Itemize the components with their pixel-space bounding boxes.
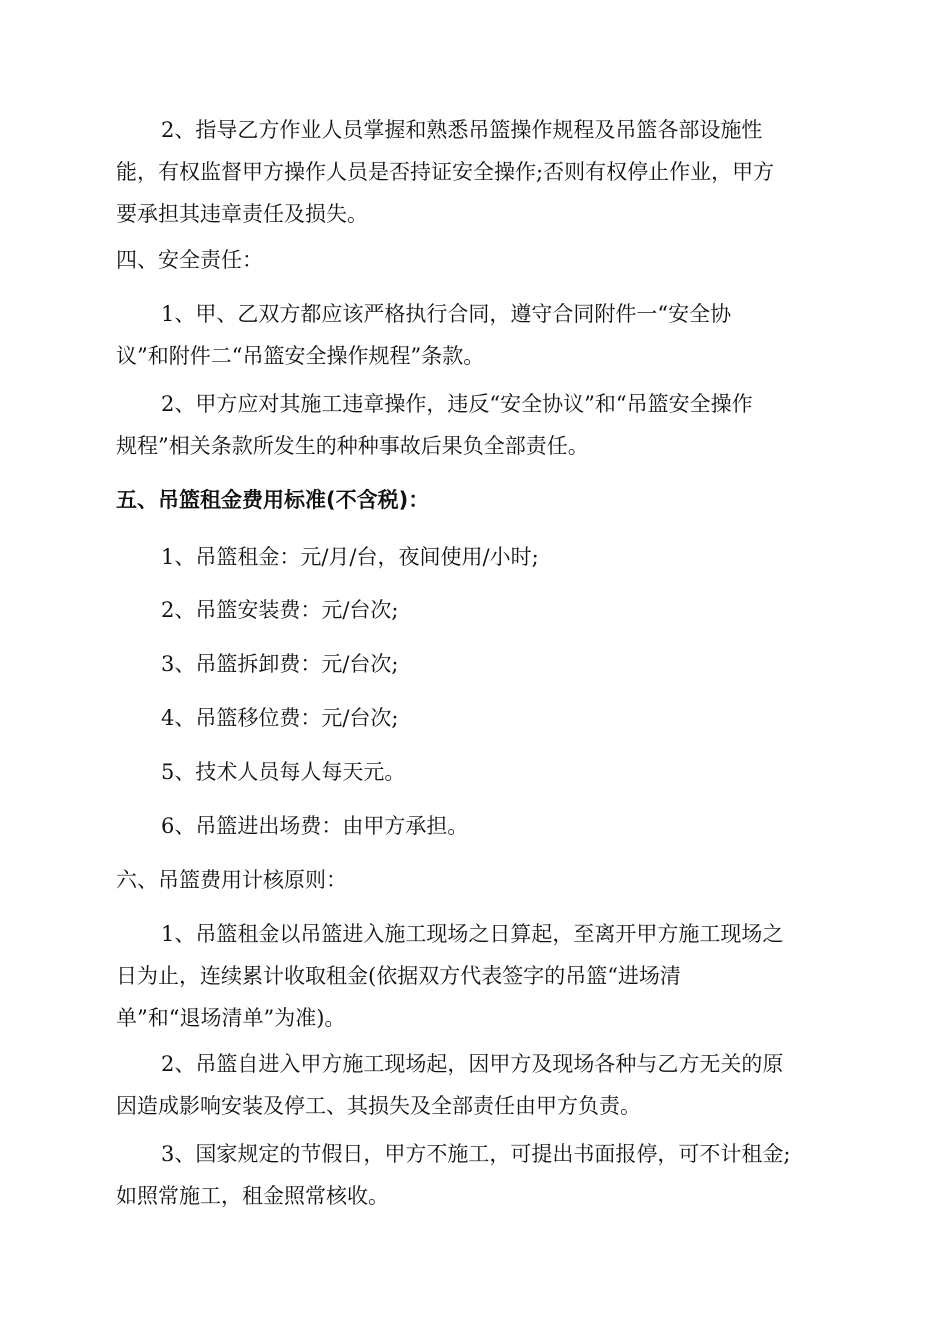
paragraph-safety-1 [116, 293, 836, 377]
fee-item-install [116, 589, 836, 631]
paragraph-guidance [116, 109, 836, 235]
text-line: 议”和附件二“吊篮安全操作规程”条款。 [116, 344, 485, 368]
text-line: 5、技术人员每人每天元。 [161, 760, 406, 784]
text-line: 2、吊篮自进入甲方施工现场起，因甲方及现场各种与乙方无关的原 [161, 1052, 784, 1076]
paragraph-safety-2 [116, 383, 836, 467]
text-line: 规程”相关条款所发生的种种事故后果负全部责任。 [116, 434, 589, 458]
heading-line: 五、吊篮租金费用标准(不含税)： [116, 488, 430, 512]
text-line: 6、吊篮进出场费：由甲方承担。 [161, 814, 469, 838]
text-line: 2、吊篮安装费：元/台次; [161, 598, 399, 622]
text-line: 要承担其违章责任及损失。 [116, 202, 368, 226]
text-line: 1、甲、乙双方都应该严格执行合同，遵守合同附件一“安全协 [161, 302, 732, 326]
fee-item-rent [116, 536, 836, 578]
text-line: 日为止，连续累计收取租金(依据双方代表签字的吊篮“进场清 [116, 964, 681, 988]
fee-item-dismantle [116, 643, 836, 685]
text-line: 1、吊篮租金以吊篮进入施工现场之日算起，至离开甲方施工现场之 [161, 922, 784, 946]
text-line: 1、吊篮租金：元/月/台，夜间使用/小时; [161, 545, 539, 569]
fee-item-technician [116, 751, 836, 793]
text-line: 3、国家规定的节假日，甲方不施工，可提出书面报停，可不计租金; [161, 1142, 791, 1166]
text-line: 因造成影响安装及停工、其损失及全部责任由甲方负责。 [116, 1094, 641, 1118]
text-line: 2、甲方应对其施工违章操作，违反“安全协议”和“吊篮安全操作 [161, 392, 753, 416]
heading-line: 四、安全责任： [116, 248, 263, 272]
fee-item-relocate [116, 697, 836, 739]
paragraph-accounting-2 [116, 1043, 836, 1127]
fee-item-entry-exit [116, 805, 836, 847]
section-heading-accounting [116, 859, 836, 901]
text-line: 单”和“退场清单”为准)。 [116, 1006, 346, 1030]
section-heading-fees [116, 479, 836, 521]
text-line: 如照常施工，租金照常核收。 [116, 1184, 389, 1208]
text-line: 能，有权监督甲方操作人员是否持证安全操作;否则有权停止作业，甲方 [116, 160, 775, 184]
text-line: 3、吊篮拆卸费：元/台次; [161, 652, 399, 676]
text-line: 4、吊篮移位费：元/台次; [161, 706, 399, 730]
paragraph-accounting-1 [116, 913, 836, 1039]
section-heading-safety [116, 239, 836, 281]
paragraph-accounting-3 [116, 1133, 836, 1217]
text-line: 2、指导乙方作业人员掌握和熟悉吊篮操作规程及吊篮各部设施性 [161, 118, 763, 142]
heading-line: 六、吊篮费用计核原则： [116, 868, 347, 892]
